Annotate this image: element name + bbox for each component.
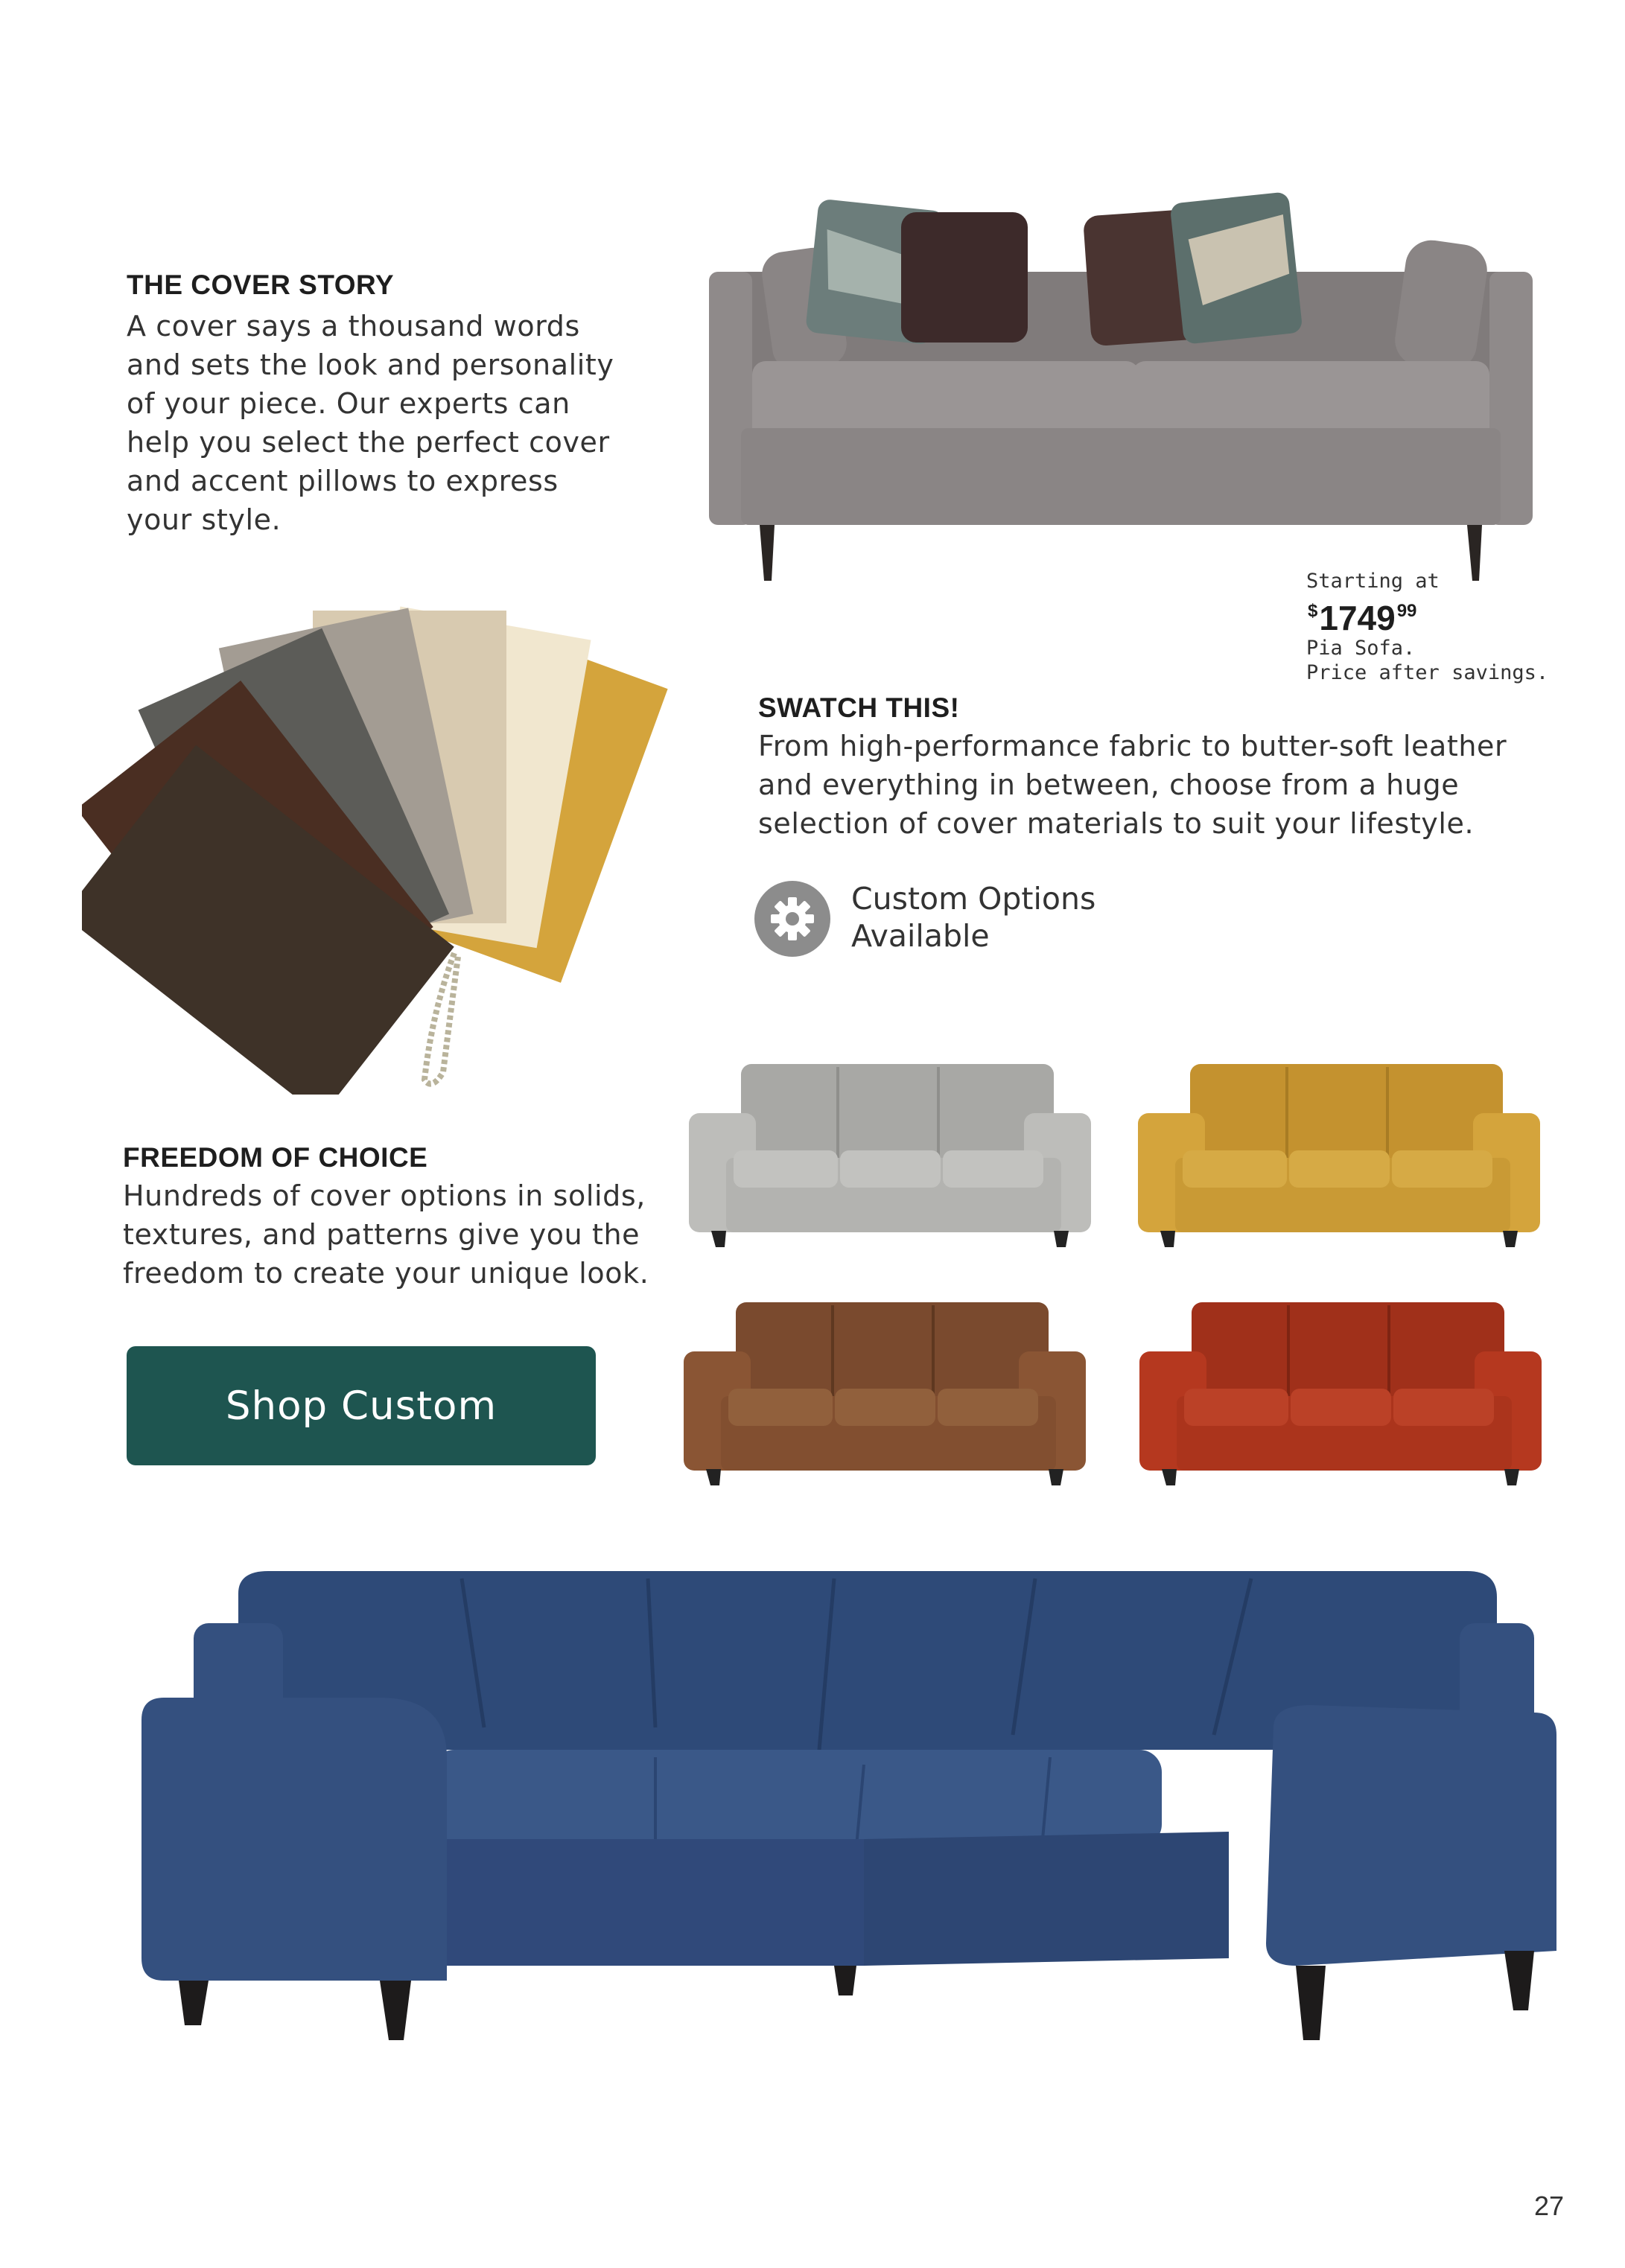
price-value <box>1306 593 1552 636</box>
custom-options-line2: Available <box>851 918 990 954</box>
cover-story-line: and accent pillows to express <box>127 465 559 497</box>
price-whole: 1749 <box>1319 599 1396 637</box>
custom-options-label <box>851 880 1095 955</box>
sofa-leg <box>760 525 775 581</box>
starting-at-label: Starting at <box>1306 570 1440 593</box>
freedom-heading: FREEDOM OF CHOICE <box>123 1142 428 1173</box>
cover-story-line: of your piece. Our experts can <box>127 387 570 420</box>
sofa-red-image <box>1139 1299 1542 1493</box>
swatch-heading: SWATCH THIS! <box>758 692 960 723</box>
sofa-gold-image <box>1138 1061 1540 1255</box>
swatch-line: From high-performance fabric to butter-soft leather <box>758 730 1507 762</box>
cover-story-line: A cover says a thousand words <box>127 310 580 343</box>
swatch-line: selection of cover materials to suit your lifestyle. <box>758 807 1475 840</box>
page-number: 27 <box>1534 2191 1565 2221</box>
pia-sofa-image <box>700 175 1542 592</box>
cover-story-line: help you select the perfect cover <box>127 426 610 459</box>
price-block <box>1306 569 1552 685</box>
price-cents: 99 <box>1396 601 1417 621</box>
cover-story-line: your style. <box>127 503 282 536</box>
price-note: Price after savings. <box>1306 661 1549 684</box>
fur-pillow <box>901 212 1028 343</box>
freedom-body <box>123 1176 689 1293</box>
cover-story-body <box>127 307 663 539</box>
freedom-line: freedom to create your unique look. <box>123 1257 649 1290</box>
price-currency: $ <box>1308 601 1318 621</box>
swatch-line: and everything in between, choose from a huge <box>758 768 1460 801</box>
fabric-swatches-image <box>82 551 715 1095</box>
cover-story-heading: THE COVER STORY <box>127 270 395 300</box>
sectional-sofa-image <box>134 1564 1564 2055</box>
product-name: Pia Sofa. <box>1306 637 1416 660</box>
swatch-body <box>758 727 1592 843</box>
sofa-brown-image <box>684 1299 1086 1493</box>
custom-options-badge <box>754 881 830 957</box>
freedom-line: textures, and patterns give you the <box>123 1218 640 1251</box>
gear-icon <box>769 896 815 942</box>
freedom-line: Hundreds of cover options in solids, <box>123 1179 646 1212</box>
sofa-base <box>741 428 1501 525</box>
shop-custom-button[interactable]: Shop Custom <box>127 1346 596 1465</box>
custom-options-line1: Custom Options <box>851 881 1096 917</box>
cover-story-line: and sets the look and personality <box>127 348 614 381</box>
sofa-grey-image <box>689 1061 1091 1255</box>
